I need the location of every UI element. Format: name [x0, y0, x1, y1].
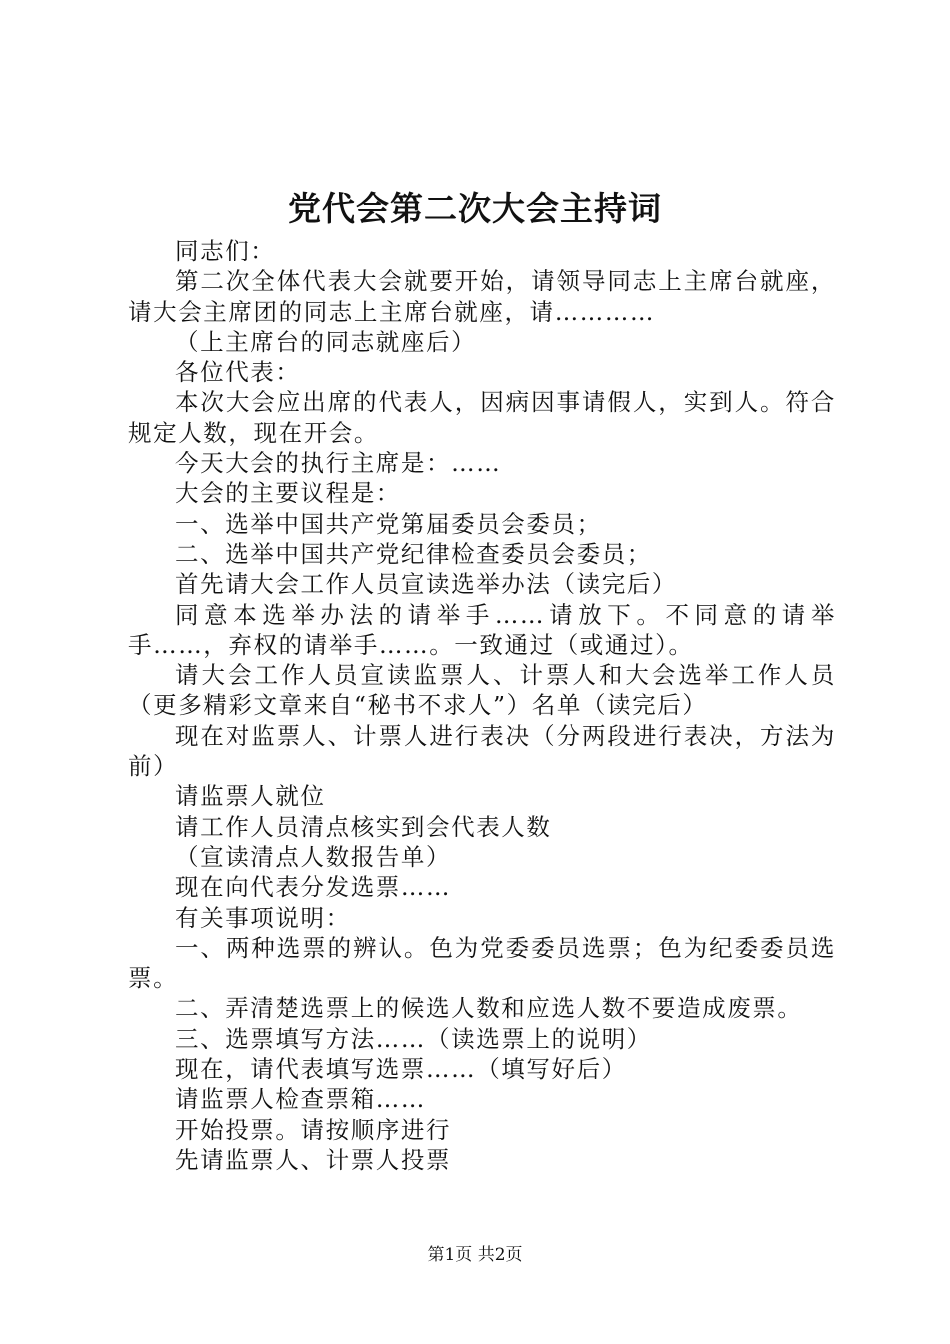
paragraph: （宣读清点人数报告单）	[175, 842, 452, 871]
paragraph: 一、选举中国共产党第届委员会委员；	[175, 509, 602, 538]
paragraph: 请监票人检查票箱……	[175, 1085, 426, 1114]
paragraph: 现在向代表分发选票……	[175, 873, 452, 902]
paragraph: 请大会工作人员宣读监票人、计票人和大会选举工作人员（更多精彩文章来自“秘书不求人”）名单（读完后）	[128, 661, 836, 720]
document-body	[128, 236, 836, 1175]
paragraph: 各位代表：	[175, 358, 301, 387]
paragraph: 请工作人员清点核实到会代表人数	[175, 812, 552, 841]
paragraph: 现在，请代表填写选票……（填写好后）	[175, 1055, 627, 1084]
page-number: 第1页	[427, 1245, 473, 1265]
paragraph: 第二次全体代表大会就要开始，请领导同志上主席台就座，请大会主席团的同志上主席台就座，请…………	[128, 267, 836, 326]
paragraph: 同意本选举办法的请举手……请放下。不同意的请举手……，弃权的请举手……。一致通过（或通过）。	[128, 600, 836, 659]
paragraph: 开始投票。请按顺序进行	[175, 1115, 452, 1144]
document-title: 党代会第二次大会主持词	[288, 189, 662, 228]
paragraph: 先请监票人、计票人投票	[175, 1145, 452, 1174]
paragraph: 有关事项说明：	[175, 903, 351, 932]
paragraph: 一、两种选票的辨认。色为党委委员选票；色为纪委委员选票。	[128, 933, 836, 993]
paragraph: 二、选举中国共产党纪律检查委员会委员；	[175, 539, 652, 568]
paragraph: 首先请大会工作人员宣读选举办法（读完后）	[175, 570, 677, 599]
paragraph: 二、弄清楚选票上的候选人数和应选人数不要造成废票。	[175, 994, 803, 1023]
paragraph: 大会的主要议程是：	[175, 479, 401, 508]
page-footer	[0, 1243, 950, 1267]
paragraph: 同志们：	[175, 237, 276, 265]
paragraph: 本次大会应出席的代表人，因病因事请假人，实到人。符合规定人数，现在开会。	[128, 388, 836, 447]
paragraph: （上主席台的同志就座后）	[175, 327, 477, 356]
page-total: 共2页	[477, 1245, 523, 1265]
paragraph: 今天大会的执行主席是：……	[175, 449, 502, 478]
paragraph: 请监票人就位	[175, 782, 326, 811]
paragraph: 现在对监票人、计票人进行表决（分两段进行表决，方法为前）	[128, 721, 836, 781]
paragraph: 三、选票填写方法……（读选票上的说明）	[175, 1024, 652, 1053]
